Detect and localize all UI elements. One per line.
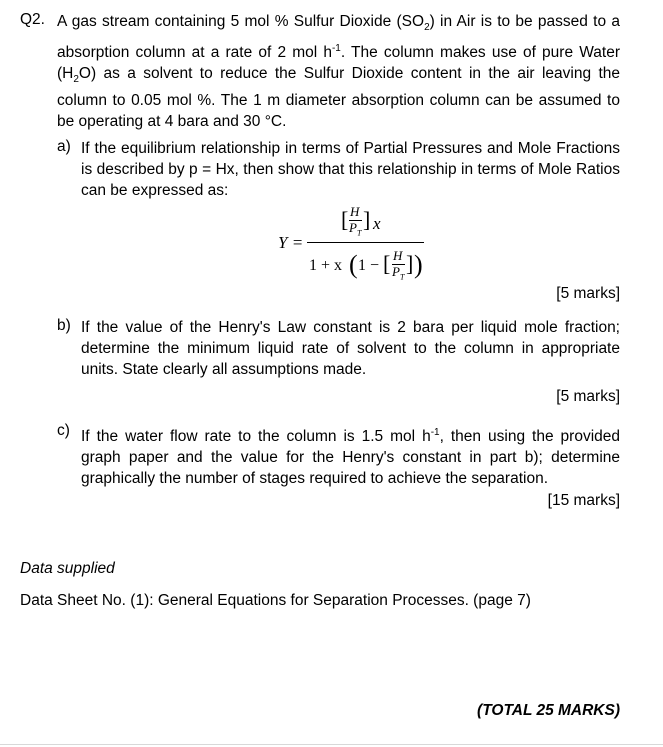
mole-ratio-equation <box>275 205 435 281</box>
denominator-one-plus-x: 1 + x <box>309 257 343 274</box>
henry-constant-symbol: H <box>350 204 360 219</box>
x-symbol: x <box>373 214 381 233</box>
part-b-label: b) <box>57 317 71 334</box>
equation-lhs: Y = <box>278 233 304 252</box>
part-b-marks: [5 marks] <box>556 388 620 405</box>
equation-numerator: [ H $P_T$ ] x <box>341 204 381 238</box>
part-b-text: If the value of the Henry's Law constant is 2 bara per liquid mole fraction; determine the minimum liquid rate of solvent to the column in appropriate units. State clearly all assumptions made. <box>81 319 620 378</box>
part-a-marks: [5 marks] <box>556 285 620 302</box>
question-number: Q2. <box>20 11 45 28</box>
total-marks: (TOTAL 25 MARKS) <box>477 702 620 719</box>
fraction-bar <box>307 242 424 243</box>
equation-denominator: 1 + x ( 1 − [ H $P_T$ ] ) <box>309 248 423 282</box>
part-c-label: c) <box>57 422 70 439</box>
question-intro: A gas stream containing 5 mol % Sulfur Dioxide $(SO_2)$ in Air is to be passed to a absorption column at a rate of 2 mol $h^{-1}$. The column makes use of pure Water $(H_2O)$ as a solvent to reduce the Sulfur Dioxide content in the air leaving the column to 0.05 mol %. The 1 m diameter absorption column can be assumed to be operating at 4 bara and 30 °C. <box>57 13 620 131</box>
page-bottom-divider <box>0 744 663 745</box>
denominator-one-minus: 1 − <box>358 257 380 274</box>
data-sheet-reference: Data Sheet No. (1): General Equations for Separation Processes. (page 7) <box>20 592 531 609</box>
data-supplied-heading: Data supplied <box>20 560 115 577</box>
part-a-text: If the equilibrium relationship in terms of Partial Pressures and Mole Fractions is described by p = Hx, then show that this relationship in terms of Mole Ratios can be expressed as: <box>81 140 620 199</box>
part-c-marks: [15 marks] <box>547 492 620 509</box>
part-c-text: If the water flow rate to the column is 1.5 mol $h^{-1}$, then using the provided graph paper and the value for the Henry's constant in part b); determine graphically the number of stages required to achieve the separation. <box>81 427 620 488</box>
part-a-label: a) <box>57 138 71 155</box>
total-pressure-symbol: $P_T$ <box>349 220 362 238</box>
